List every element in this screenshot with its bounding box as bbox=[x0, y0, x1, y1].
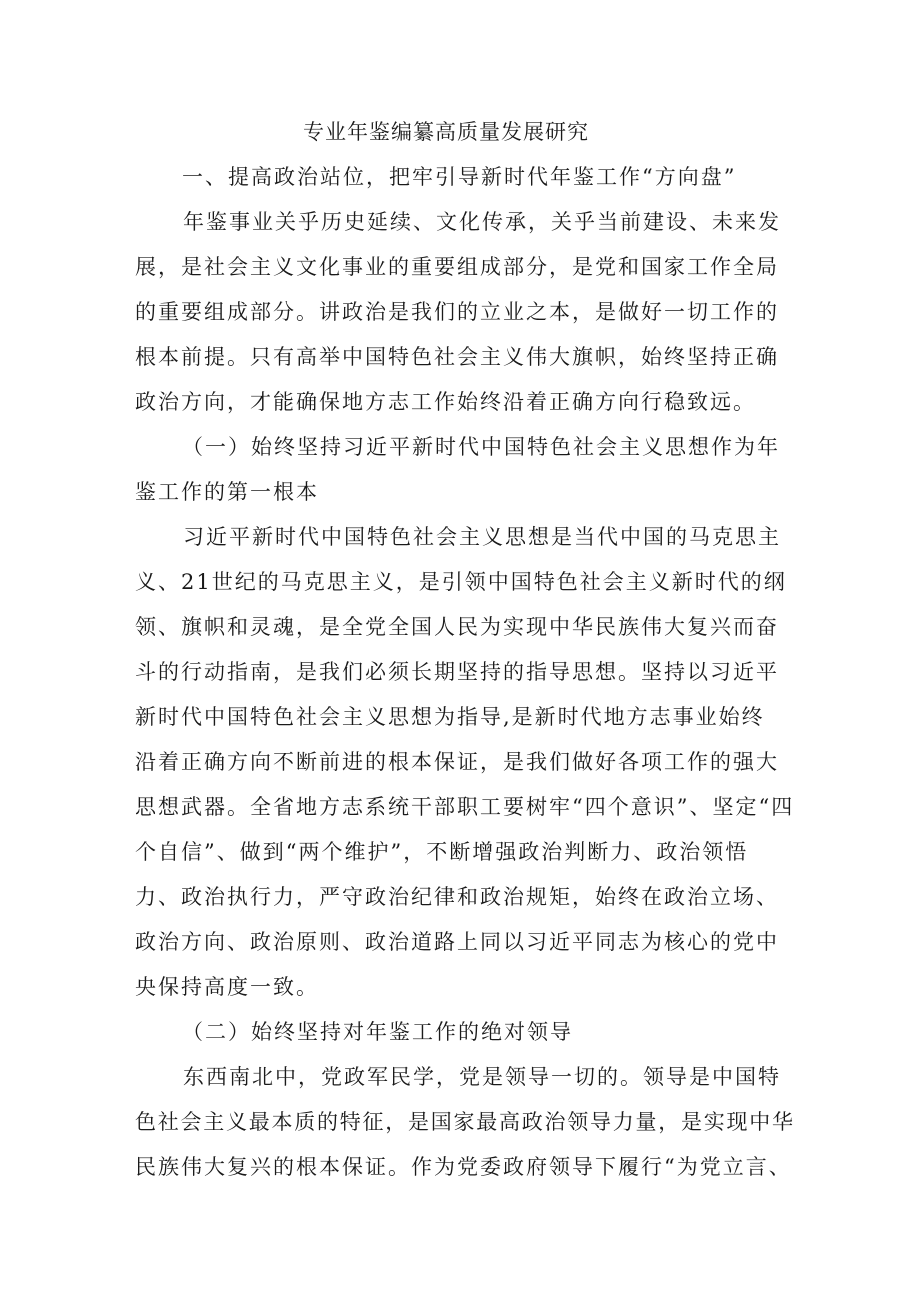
section-heading: 一、提高政治站位，把牢引导新时代年鉴工作“方向盘” bbox=[182, 165, 737, 189]
subsection-heading: （二）始终坚持对年鉴工作的绝对领导 bbox=[182, 1020, 573, 1044]
paragraph-line: 新时代中国特色社会主义思想为指导,是新时代地方志事业始终 bbox=[135, 705, 765, 729]
paragraph-line: 斗的行动指南，是我们必须长期坚持的指导思想。坚持以习近平 bbox=[135, 660, 779, 684]
paragraph-line: 政治方向、政治原则、政治道路上同以习近平同志为核心的党中 bbox=[135, 930, 779, 954]
paragraph-line: 义、21世纪的马克思主义，是引领中国特色社会主义新时代的纲 bbox=[135, 570, 787, 594]
paragraph-line: 习近平新时代中国特色社会主义思想是当代中国的马克思主 bbox=[183, 525, 781, 549]
paragraph-line: 力、政治执行力，严守政治纪律和政治规矩，始终在政治立场、 bbox=[135, 885, 779, 909]
paragraph-line: 思想武器。全省地方志系统干部职工要树牢“四个意识”、坚定“四 bbox=[135, 795, 795, 819]
paragraph-line: 政治方向，才能确保地方志工作始终沿着正确方向行稳致远。 bbox=[135, 390, 756, 414]
paragraph-line: 领、旗帜和灵魂，是全党全国人民为实现中华民族伟大复兴而奋 bbox=[135, 615, 779, 639]
document-title: 专业年鉴编纂高质量发展研究 bbox=[303, 120, 589, 144]
paragraph-line: 沿着正确方向不断前进的根本保证，是我们做好各项工作的强大 bbox=[135, 750, 779, 774]
paragraph-line: 展，是社会主义文化事业的重要组成部分，是党和国家工作全局 bbox=[135, 255, 779, 279]
paragraph-line: 央保持高度一致。 bbox=[135, 975, 319, 999]
paragraph-line: 色社会主义最本质的特征，是国家最高政治领导力量，是实现中华 bbox=[135, 1110, 795, 1134]
paragraph-line: 个自信”、做到“两个维护”，不断增强政治判断力、政治领悟 bbox=[135, 840, 749, 864]
paragraph-line: 根本前提。只有高举中国特色社会主义伟大旗帜，始终坚持正确 bbox=[135, 345, 779, 369]
paragraph-line: 年鉴事业关乎历史延续、文化传承，关乎当前建设、未来发 bbox=[183, 210, 781, 234]
subsection-heading: （一）始终坚持习近平新时代中国特色社会主义思想作为年 bbox=[182, 435, 780, 459]
subsection-heading: 鉴工作的第一根本 bbox=[135, 480, 319, 504]
paragraph-line: 的重要组成部分。讲政治是我们的立业之本，是做好一切工作的 bbox=[135, 300, 779, 324]
paragraph-line: 民族伟大复兴的根本保证。作为党委政府领导下履行“为党立言、 bbox=[135, 1155, 792, 1179]
paragraph-line: 东西南北中，党政军民学，党是领导一切的。领导是中国特 bbox=[183, 1065, 781, 1089]
